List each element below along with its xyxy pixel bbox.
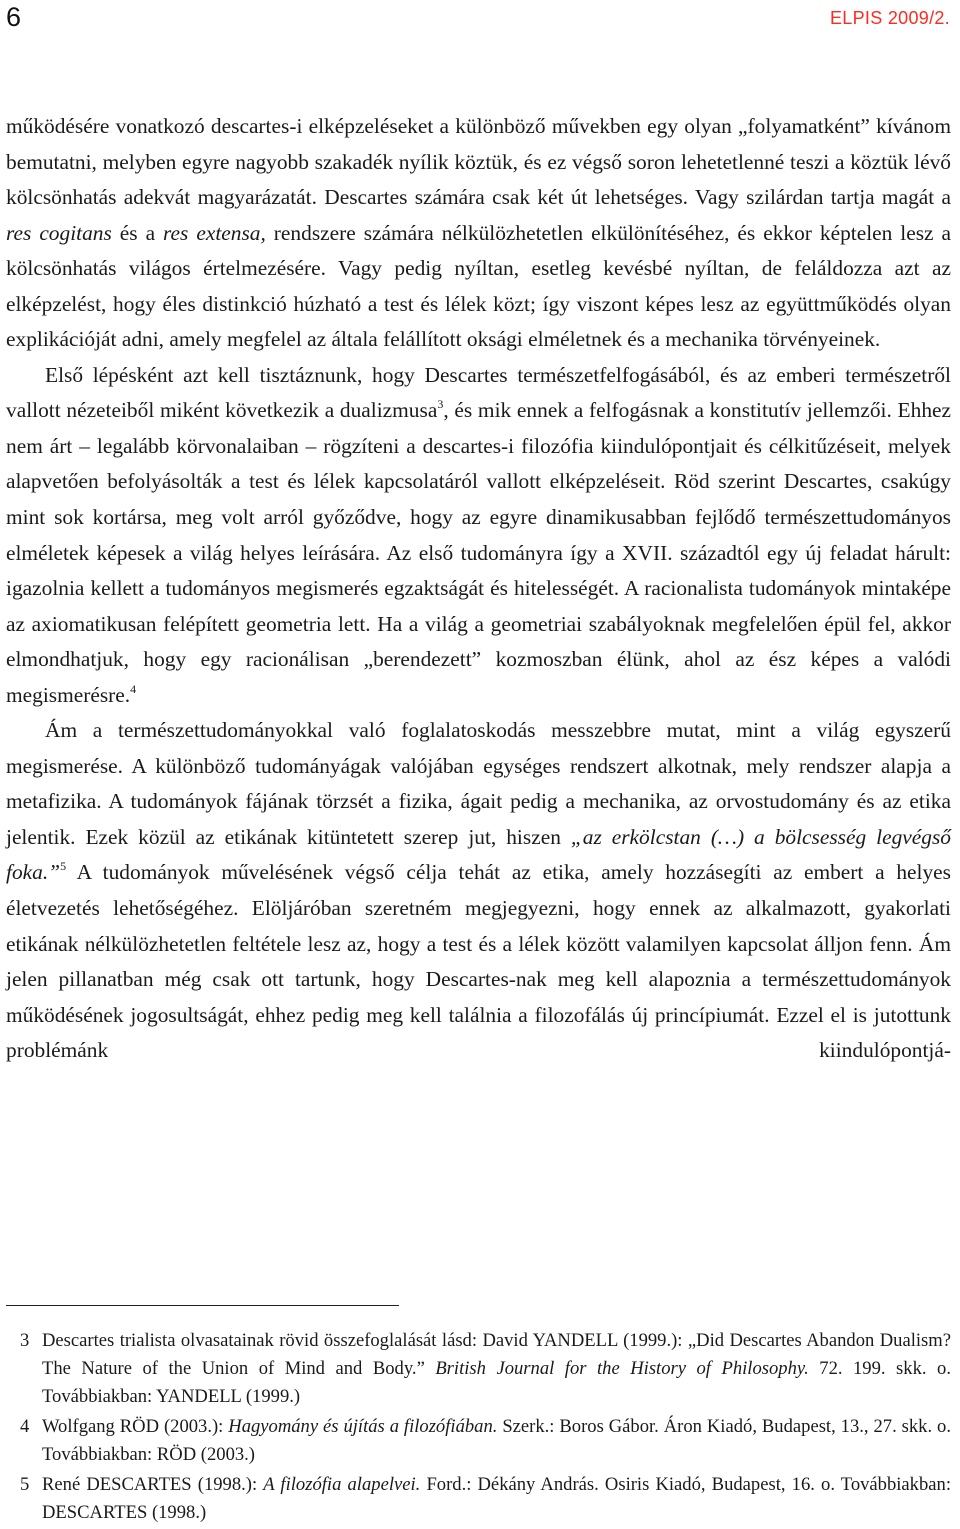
journal-title: ELPIS 2009/2. — [830, 8, 950, 28]
quotation: „az erkölcstan (…) a bölcsesség legvégső foka.” — [6, 824, 951, 885]
footnote-5: 5 René DESCARTES (1998.): A filozófia alapelvei. Ford.: Dékány András. Osiris Kiadó, Budapest, 16. o. Továbbiakban: DESCARTES (1998.) — [6, 1471, 951, 1527]
paragraph-2: Első lépésként azt kell tisztáznunk, hogy Descartes természetfelfogásából, és az emberi természetről vallott nézeteiből miként következik a dualizmusa$^3$, és mik ennek a felfogásnak a konstitutív jellemzői. Ehhez nem árt – legalább körvonalaiban – rögzíteni a descartes-i filozófia kiindulópontjait és célkitűzéseit, melyek alapvetően befolyásolták a test és lélek kapcsolatáról vallott elképzeléseit. Röd szerint Descartes, csakúgy mint sok kortársa, meg volt arról győződve, hogy az egyre dinamikusabban fejlődő természettudományos elméletek képesek a világ helyes leírására. Az első tudományra így a XVII. századtól egy új feladat hárult: igazolnia kellett a tudományos megismerés egzaktságát és hitelességét. A racionalista tudományok mintaképe az axiomatikusan felépített geometria lett. Ha a világ a geometriai szabályoknak megfelelően épül fel, akkor elmondhatjuk, hogy egy racionálisan „berendezett” kozmoszban élünk, ahol az ész képes a valódi megismerésre.$^4$ — [6, 362, 952, 707]
footnotes — [6, 1327, 951, 1529]
body-text — [6, 109, 951, 1104]
paragraph-3: Ám a természettudományokkal való foglalatoskodás messzebbre mutat, mint a világ egyszerű megismerése. A különböző tudományágak valójában egységes rendszert alkotnak, mely rendszer alapja a metafizika. A tudományok fájának törzsét a fizika, ágait pedig a mechanika, az orvostudomány és az etika jelentik. Ezek közül az etikának kitüntetett szerep jut, hiszen „az erkölcstan (…) a bölcsesség legvégső foka.”$^5$ A tudományok művelésének végső célja tehát az etika, amely hozzásegíti az embert a helyes életvezetés lehetőségéhez. Elöljáróban szeretném megjegyezni, hogy ennek az alkalmazott, gyakorlati etikának nélkülözhetetlen feltétele lesz az, hogy a test és a lélek között valamilyen kapcsolat álljon fenn. Ám jelen pillanatban még csak ott tartunk, hogy Descartes-nak meg kell alapoznia a természettudományok működésének jogosultságát, ehhez pedig meg kell találnia a filozofálás új princípiumát. Ezzel el is jutottunk problémánk kiindulópontjá- — [6, 718, 951, 1063]
footnote-divider — [6, 1305, 399, 1306]
page-header — [0, 0, 960, 40]
footnote-ref[interactable]: 4 — [130, 681, 137, 696]
paragraph-1: működésére vonatkozó descartes-i elképzeléseket a különböző művekben egy olyan „folyamatként” kívánom bemutatni, melyben egyre nagyobb szakadék nyílik köztük, és ez végső soron lehetetlenné teszi a köztük lévő kölcsönhatás adekvát magyarázatát. Descartes számára csak két út lehetséges. Vagy szilárdan tartja magát a res cogitans és a res extensa, rendszere számára nélkülözhetetlen elkülönítéséhez, és ekkor képtelen lesz a kölcsönhatás világos értelmezésére. Vagy pedig nyíltan, esetleg kevésbé nyíltan, de feláldozza azt az elképzelést, hogy éles distinkció húzható a test és lélek közt; így viszont képes lesz az együttműködés olyan explikációját adni, amely megfelel az általa felállított oksági elméletnek és a mechanika törvényeinek. — [6, 114, 952, 352]
latin-term: res cogitans — [6, 220, 112, 245]
footnote-number: 5 — [20, 1474, 30, 1495]
footnote-ref[interactable]: 3 — [437, 397, 444, 412]
latin-term: res extensa, — [163, 220, 266, 245]
footnote-3: 3 Descartes trialista olvasatainak rövid összefoglalását lásd: David YANDELL (1999.): „Did Descartes Abandon Dualism? The Nature of the Union of Mind and Body.” British Journal for the History of Philosophy. 72. 199. skk. o. Továbbiakban: YANDELL (1999.) — [6, 1327, 951, 1411]
footnote-number: 4 — [20, 1416, 30, 1437]
footnote-ref[interactable]: 5 — [60, 859, 67, 874]
footnote-4: 4 Wolfgang RÖD (2003.): Hagyomány és újítás a filozófiában. Szerk.: Boros Gábor. Áron Kiadó, Budapest, 13., 27. skk. o. Továbbiakban: RÖD (2003.) — [6, 1413, 951, 1469]
page-number: 6 — [6, 2, 22, 32]
footnote-number: 3 — [20, 1330, 30, 1351]
